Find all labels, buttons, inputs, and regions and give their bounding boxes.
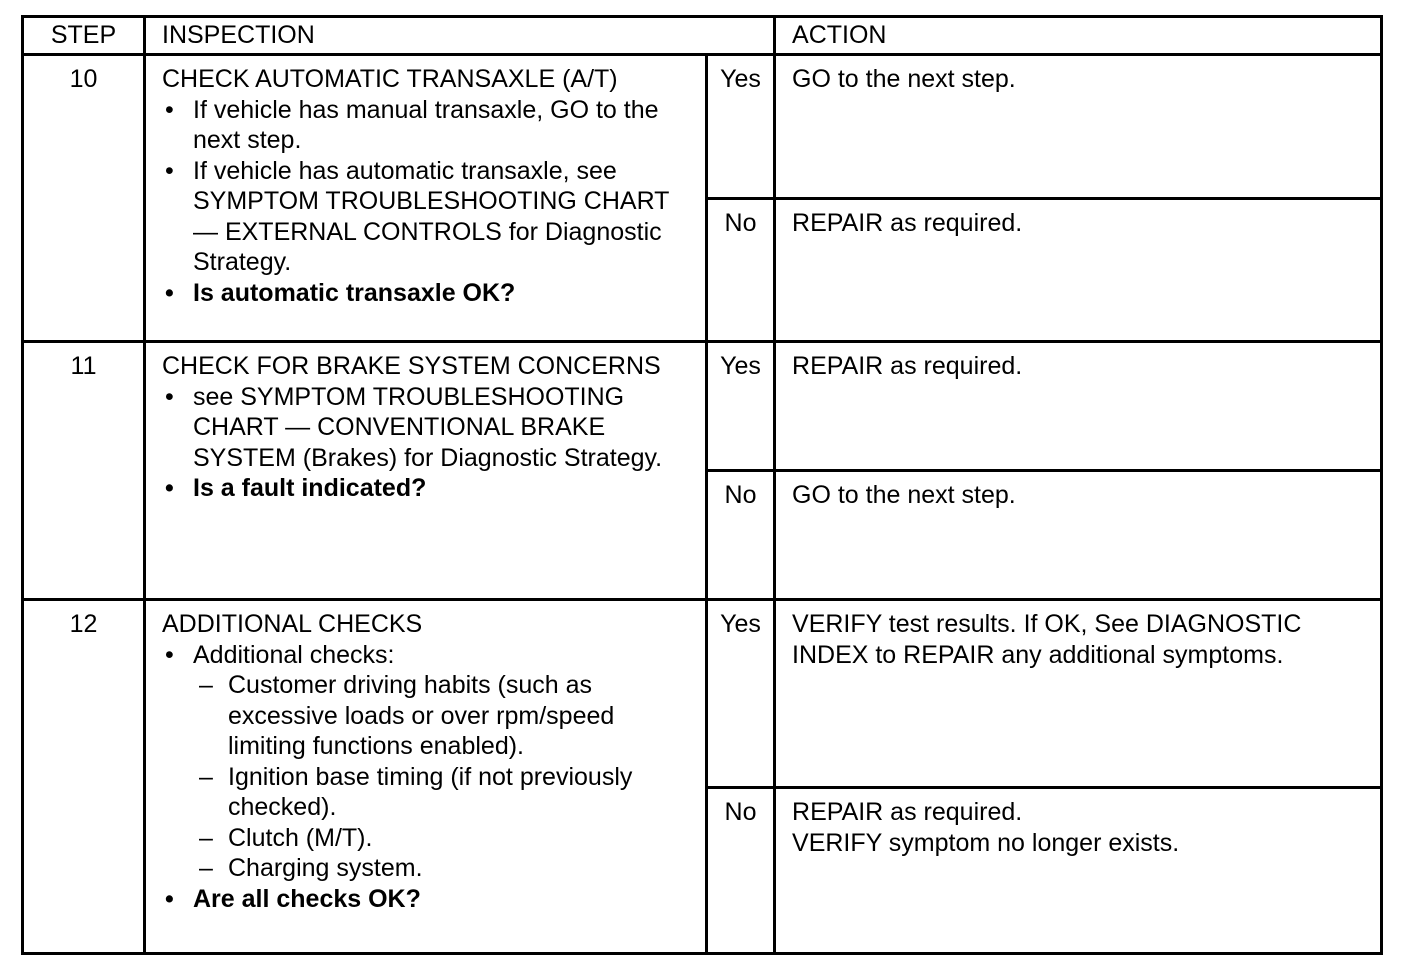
step-inspection — [145, 342, 707, 600]
no-action-line: REPAIR as required. — [792, 798, 1023, 826]
yes-label: Yes — [707, 600, 775, 788]
bullet-list — [162, 640, 695, 915]
no-action-line: VERIFY symptom no longer exists. — [792, 828, 1180, 857]
yes-action: GO to the next step. — [775, 55, 1382, 199]
no-action: GO to the next step. — [775, 471, 1382, 600]
yes-action: VERIFY test results. If OK, See DIAGNOSTIC INDEX to REPAIR any additional symptoms. — [775, 600, 1382, 788]
bullet-item — [162, 640, 695, 884]
sub-item: – Charging system. — [193, 853, 695, 884]
header-step: STEP — [23, 17, 145, 55]
no-action: REPAIR as required. — [775, 199, 1382, 342]
step-number: 10 — [23, 55, 145, 342]
header-inspection: INSPECTION — [145, 17, 775, 55]
no-action — [775, 788, 1382, 954]
yes-action: REPAIR as required. — [775, 342, 1382, 471]
bullet-item: • see SYMPTOM TROUBLESHOOTING CHART — CONVENTIONAL BRAKE SYSTEM (Brakes) for Diagnostic Strategy. — [162, 382, 695, 474]
yes-label: Yes — [707, 342, 775, 471]
step-12-yes-row — [23, 600, 1382, 788]
step-11-yes-row — [23, 342, 1382, 471]
step-10-yes-row — [23, 55, 1382, 199]
sub-item-list — [193, 670, 695, 884]
header-action: ACTION — [775, 17, 1382, 55]
step-number: 11 — [23, 342, 145, 600]
bullet-list — [162, 382, 695, 504]
sub-item: – Ignition base timing (if not previously checked). — [193, 762, 695, 823]
step-number: 12 — [23, 600, 145, 954]
step-question: • Are all checks OK? — [162, 884, 695, 915]
step-title: CHECK AUTOMATIC TRANSAXLE (A/T) — [162, 65, 618, 93]
sub-item: – Clutch (M/T). — [193, 823, 695, 854]
sub-item: – Customer driving habits (such as excessive loads or over rpm/speed limiting functions enabled). — [193, 670, 695, 762]
step-question: • Is a fault indicated? — [162, 473, 695, 504]
no-label: No — [707, 471, 775, 600]
bullet-item: • If vehicle has manual transaxle, GO to the next step. — [162, 95, 695, 156]
bullet-list — [162, 95, 695, 309]
step-inspection — [145, 55, 707, 342]
step-question: • Is automatic transaxle OK? — [162, 278, 695, 309]
yes-label: Yes — [707, 55, 775, 199]
step-title: CHECK FOR BRAKE SYSTEM CONCERNS — [162, 352, 661, 380]
step-inspection — [145, 600, 707, 954]
diagnostic-chart-table — [21, 15, 1383, 955]
no-label: No — [707, 199, 775, 342]
header-row — [23, 17, 1382, 55]
no-label: No — [707, 788, 775, 954]
bullet-item: • If vehicle has automatic transaxle, see SYMPTOM TROUBLESHOOTING CHART — EXTERNAL CONTROLS for Diagnostic Strategy. — [162, 156, 695, 278]
step-title: ADDITIONAL CHECKS — [162, 610, 423, 638]
bullet-lead: • Additional checks: — [193, 640, 395, 669]
